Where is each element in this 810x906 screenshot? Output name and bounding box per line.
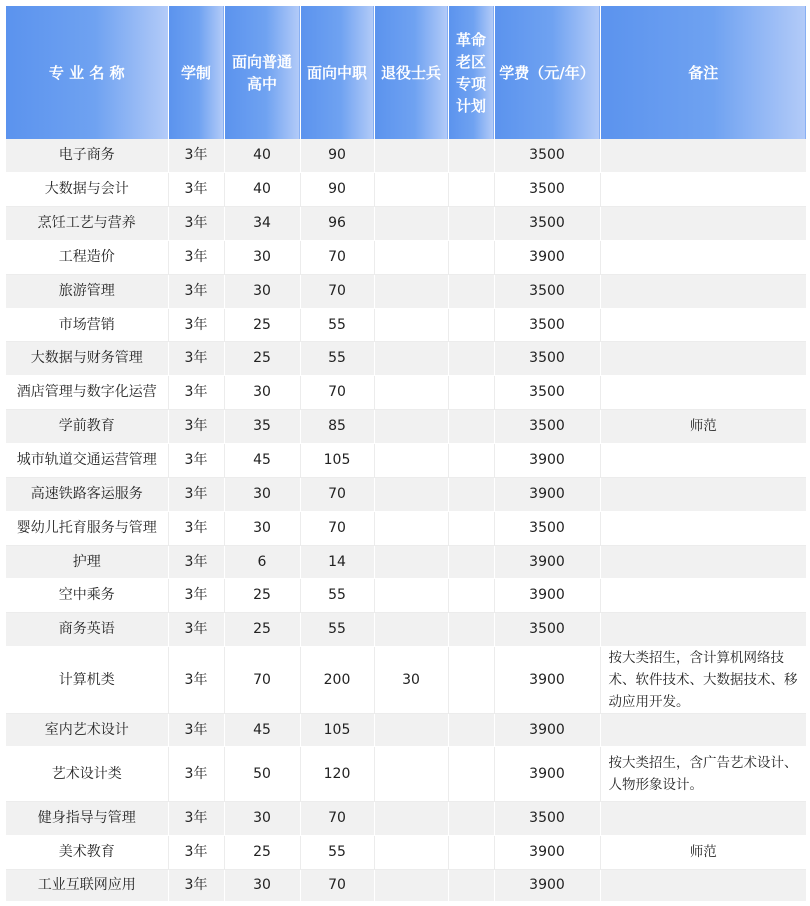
cell-tuition: 3500 (494, 801, 600, 835)
cell-vocational: 55 (300, 578, 374, 612)
cell-major-name: 计算机类 (6, 646, 168, 713)
cell-years: 3年 (168, 274, 224, 308)
cell-vocational: 70 (300, 801, 374, 835)
cell-tuition: 3500 (494, 172, 600, 206)
cell-years: 3年 (168, 443, 224, 477)
cell-old-revolutionary-plan (448, 240, 494, 274)
cell-years: 3年 (168, 409, 224, 443)
table-row (6, 443, 806, 477)
cell-years: 3年 (168, 477, 224, 511)
cell-veterans (374, 274, 448, 308)
cell-tuition: 3900 (494, 713, 600, 746)
cell-notes (600, 578, 806, 612)
cell-major-name: 电子商务 (6, 139, 168, 172)
cell-veterans (374, 869, 448, 901)
cell-notes (600, 375, 806, 409)
cell-general-high-school: 50 (224, 746, 300, 801)
cell-notes (600, 139, 806, 172)
cell-old-revolutionary-plan (448, 545, 494, 578)
cell-notes (600, 206, 806, 240)
cell-notes (600, 612, 806, 646)
cell-notes (600, 443, 806, 477)
cell-veterans (374, 801, 448, 835)
table-row (6, 511, 806, 545)
cell-veterans (374, 206, 448, 240)
header-vocational: 面向中职 (300, 6, 374, 139)
cell-years: 3年 (168, 308, 224, 341)
cell-veterans (374, 511, 448, 545)
cell-years: 3年 (168, 801, 224, 835)
cell-major-name: 护理 (6, 545, 168, 578)
header-years: 学制 (168, 6, 224, 139)
cell-old-revolutionary-plan (448, 869, 494, 901)
cell-vocational: 90 (300, 172, 374, 206)
cell-general-high-school: 70 (224, 646, 300, 713)
cell-years: 3年 (168, 612, 224, 646)
cell-vocational: 70 (300, 375, 374, 409)
cell-general-high-school: 25 (224, 835, 300, 869)
cell-tuition: 3900 (494, 646, 600, 713)
cell-tuition: 3900 (494, 578, 600, 612)
cell-vocational: 90 (300, 139, 374, 172)
enrollment-table (6, 6, 806, 902)
cell-notes: 按大类招生，含计算机网络技术、软件技术、大数据技术、移动应用开发。 (600, 646, 806, 713)
header-veterans: 退役士兵 (374, 6, 448, 139)
cell-years: 3年 (168, 835, 224, 869)
cell-vocational: 200 (300, 646, 374, 713)
table-row (6, 172, 806, 206)
cell-tuition: 3500 (494, 308, 600, 341)
cell-major-name: 工业互联网应用 (6, 869, 168, 901)
cell-veterans (374, 308, 448, 341)
cell-years: 3年 (168, 646, 224, 713)
cell-major-name: 商务英语 (6, 612, 168, 646)
cell-old-revolutionary-plan (448, 308, 494, 341)
cell-veterans (374, 172, 448, 206)
cell-old-revolutionary-plan (448, 375, 494, 409)
header-old-revolutionary-plan: 革命老区专项计划 (448, 6, 494, 139)
cell-veterans (374, 545, 448, 578)
cell-veterans (374, 341, 448, 375)
cell-years: 3年 (168, 713, 224, 746)
cell-vocational: 55 (300, 308, 374, 341)
cell-notes (600, 869, 806, 901)
cell-vocational: 70 (300, 869, 374, 901)
cell-veterans (374, 240, 448, 274)
cell-notes (600, 545, 806, 578)
cell-old-revolutionary-plan (448, 578, 494, 612)
cell-general-high-school: 30 (224, 274, 300, 308)
cell-major-name: 大数据与财务管理 (6, 341, 168, 375)
table-row (6, 835, 806, 869)
cell-veterans (374, 477, 448, 511)
cell-veterans (374, 375, 448, 409)
table-row (6, 746, 806, 801)
cell-general-high-school: 45 (224, 713, 300, 746)
header-general-high-school: 面向普通高中 (224, 6, 300, 139)
cell-years: 3年 (168, 746, 224, 801)
cell-old-revolutionary-plan (448, 274, 494, 308)
cell-tuition: 3900 (494, 477, 600, 511)
cell-major-name: 大数据与会计 (6, 172, 168, 206)
table-row (6, 646, 806, 713)
table-row (6, 274, 806, 308)
cell-major-name: 婴幼儿托育服务与管理 (6, 511, 168, 545)
cell-veterans (374, 409, 448, 443)
cell-vocational: 70 (300, 240, 374, 274)
table-row (6, 139, 806, 172)
cell-old-revolutionary-plan (448, 801, 494, 835)
cell-notes (600, 801, 806, 835)
cell-years: 3年 (168, 139, 224, 172)
cell-major-name: 学前教育 (6, 409, 168, 443)
cell-vocational: 55 (300, 835, 374, 869)
cell-general-high-school: 30 (224, 511, 300, 545)
cell-tuition: 3500 (494, 612, 600, 646)
cell-general-high-school: 40 (224, 172, 300, 206)
cell-vocational: 96 (300, 206, 374, 240)
cell-notes (600, 713, 806, 746)
table-row (6, 545, 806, 578)
cell-notes: 师范 (600, 409, 806, 443)
cell-veterans (374, 139, 448, 172)
cell-tuition: 3500 (494, 375, 600, 409)
table-row (6, 578, 806, 612)
cell-general-high-school: 30 (224, 375, 300, 409)
cell-notes: 按大类招生，含广告艺术设计、人物形象设计。 (600, 746, 806, 801)
cell-major-name: 美术教育 (6, 835, 168, 869)
cell-notes (600, 240, 806, 274)
cell-notes (600, 308, 806, 341)
cell-old-revolutionary-plan (448, 341, 494, 375)
table-row (6, 477, 806, 511)
cell-general-high-school: 40 (224, 139, 300, 172)
cell-tuition: 3900 (494, 443, 600, 477)
cell-tuition: 3900 (494, 746, 600, 801)
cell-years: 3年 (168, 206, 224, 240)
cell-tuition: 3500 (494, 511, 600, 545)
cell-old-revolutionary-plan (448, 477, 494, 511)
enrollment-table-container (6, 6, 806, 900)
cell-general-high-school: 25 (224, 308, 300, 341)
table-row (6, 801, 806, 835)
cell-vocational: 55 (300, 612, 374, 646)
table-body (6, 139, 806, 901)
cell-tuition: 3500 (494, 274, 600, 308)
cell-major-name: 城市轨道交通运营管理 (6, 443, 168, 477)
cell-vocational: 70 (300, 511, 374, 545)
cell-years: 3年 (168, 240, 224, 274)
cell-major-name: 高速铁路客运服务 (6, 477, 168, 511)
cell-major-name: 工程造价 (6, 240, 168, 274)
table-row (6, 869, 806, 901)
cell-tuition: 3900 (494, 835, 600, 869)
table-row (6, 308, 806, 341)
cell-veterans (374, 443, 448, 477)
cell-old-revolutionary-plan (448, 139, 494, 172)
cell-general-high-school: 30 (224, 869, 300, 901)
cell-old-revolutionary-plan (448, 713, 494, 746)
table-row (6, 206, 806, 240)
cell-major-name: 烹饪工艺与营养 (6, 206, 168, 240)
cell-general-high-school: 30 (224, 477, 300, 511)
cell-vocational: 105 (300, 443, 374, 477)
cell-general-high-school: 35 (224, 409, 300, 443)
cell-major-name: 室内艺术设计 (6, 713, 168, 746)
table-row (6, 409, 806, 443)
cell-years: 3年 (168, 375, 224, 409)
table-row (6, 375, 806, 409)
cell-veterans (374, 835, 448, 869)
cell-old-revolutionary-plan (448, 172, 494, 206)
cell-vocational: 85 (300, 409, 374, 443)
cell-tuition: 3900 (494, 545, 600, 578)
cell-major-name: 旅游管理 (6, 274, 168, 308)
cell-old-revolutionary-plan (448, 646, 494, 713)
cell-old-revolutionary-plan (448, 409, 494, 443)
cell-tuition: 3500 (494, 341, 600, 375)
cell-major-name: 健身指导与管理 (6, 801, 168, 835)
cell-general-high-school: 34 (224, 206, 300, 240)
cell-vocational: 70 (300, 274, 374, 308)
cell-vocational: 14 (300, 545, 374, 578)
cell-veterans: 30 (374, 646, 448, 713)
table-row (6, 713, 806, 746)
cell-years: 3年 (168, 172, 224, 206)
cell-major-name: 市场营销 (6, 308, 168, 341)
cell-years: 3年 (168, 869, 224, 901)
header-notes: 备注 (600, 6, 806, 139)
cell-general-high-school: 25 (224, 578, 300, 612)
cell-tuition: 3500 (494, 139, 600, 172)
cell-general-high-school: 30 (224, 240, 300, 274)
header-tuition: 学费（元/年） (494, 6, 600, 139)
cell-major-name: 酒店管理与数字化运营 (6, 375, 168, 409)
cell-old-revolutionary-plan (448, 612, 494, 646)
cell-general-high-school: 25 (224, 612, 300, 646)
cell-old-revolutionary-plan (448, 206, 494, 240)
cell-veterans (374, 713, 448, 746)
cell-years: 3年 (168, 545, 224, 578)
table-row (6, 341, 806, 375)
cell-tuition: 3500 (494, 206, 600, 240)
cell-notes (600, 341, 806, 375)
cell-vocational: 120 (300, 746, 374, 801)
cell-vocational: 55 (300, 341, 374, 375)
cell-general-high-school: 6 (224, 545, 300, 578)
cell-notes: 师范 (600, 835, 806, 869)
cell-notes (600, 511, 806, 545)
cell-veterans (374, 612, 448, 646)
cell-years: 3年 (168, 511, 224, 545)
cell-old-revolutionary-plan (448, 746, 494, 801)
table-row (6, 240, 806, 274)
cell-tuition: 3900 (494, 240, 600, 274)
cell-old-revolutionary-plan (448, 443, 494, 477)
cell-old-revolutionary-plan (448, 511, 494, 545)
cell-notes (600, 477, 806, 511)
cell-major-name: 空中乘务 (6, 578, 168, 612)
header-major-name: 专 业 名 称 (6, 6, 168, 139)
cell-vocational: 70 (300, 477, 374, 511)
cell-tuition: 3900 (494, 869, 600, 901)
cell-major-name: 艺术设计类 (6, 746, 168, 801)
cell-general-high-school: 30 (224, 801, 300, 835)
cell-notes (600, 172, 806, 206)
table-row (6, 612, 806, 646)
cell-veterans (374, 746, 448, 801)
cell-old-revolutionary-plan (448, 835, 494, 869)
cell-years: 3年 (168, 341, 224, 375)
cell-years: 3年 (168, 578, 224, 612)
cell-tuition: 3500 (494, 409, 600, 443)
table-header-row (6, 6, 806, 139)
cell-vocational: 105 (300, 713, 374, 746)
cell-veterans (374, 578, 448, 612)
cell-general-high-school: 25 (224, 341, 300, 375)
cell-notes (600, 274, 806, 308)
cell-general-high-school: 45 (224, 443, 300, 477)
